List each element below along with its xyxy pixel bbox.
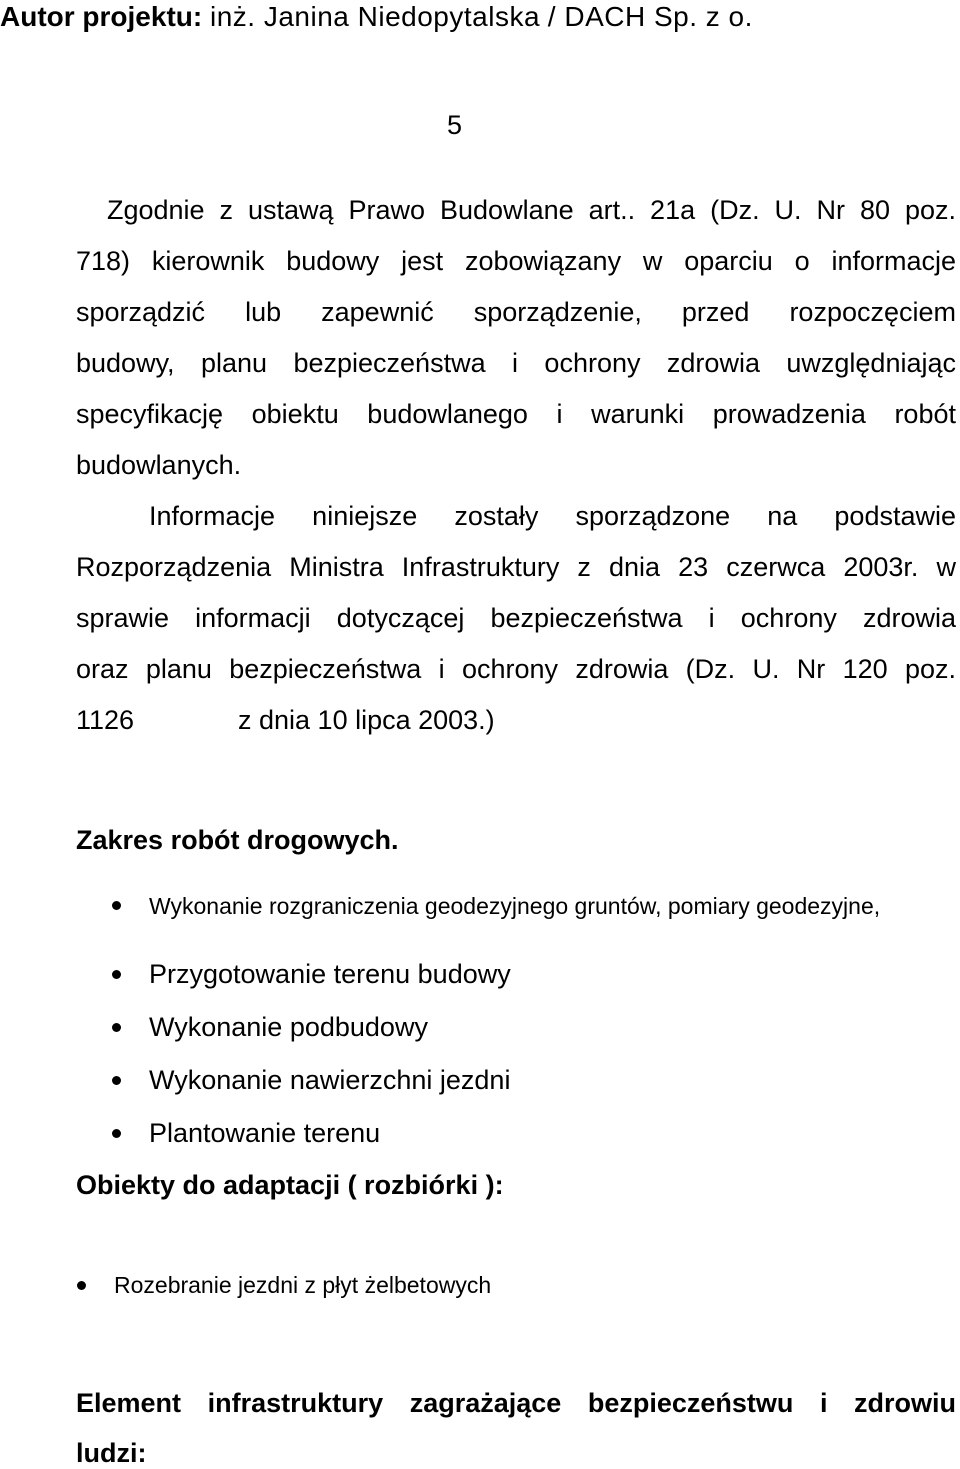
- bullet-icon: [112, 1129, 121, 1138]
- road-works-item-2: Przygotowanie terenu budowy: [149, 959, 511, 989]
- road-works-item-3: Wykonanie podbudowy: [149, 1012, 428, 1042]
- demolition-item-1: Rozebranie jezdni z płyt żelbetowych: [114, 1272, 492, 1298]
- page-number: 5: [447, 110, 463, 140]
- info-line-1: Informacje niniejsze zostały sporządzone na podstawie: [149, 501, 956, 531]
- info-line-3: sprawie informacji dotyczącej bezpieczeństwa i ochrony zdrowia: [76, 603, 956, 633]
- header-author: inż. Janina Niedopytalska: [210, 1, 541, 32]
- road-works-item-5: Plantowanie terenu: [149, 1118, 381, 1148]
- header-label: Autor projektu:: [0, 1, 203, 32]
- road-works-item-4: Wykonanie nawierzchni jezdni: [149, 1065, 511, 1095]
- header-company: / DACH Sp. z o.: [547, 1, 753, 32]
- info-line-6: z dnia 10 lipca 2003.): [238, 705, 495, 735]
- road-works-heading: Zakres robót drogowych.: [76, 825, 399, 855]
- page-header: [0, 0, 753, 34]
- intro-line-2: 718) kierownik budowy jest zobowiązany w oparciu o informacje: [76, 246, 956, 276]
- hazards-heading-line-1: Element infrastruktury zagrażające bezpieczeństwu i zdrowiu: [76, 1388, 956, 1418]
- bullet-icon: [77, 1281, 86, 1290]
- bullet-icon: [112, 1076, 121, 1085]
- intro-line-1: Zgodnie z ustawą Prawo Budowlane art.. 21a (Dz. U. Nr 80 poz.: [107, 195, 956, 225]
- demolition-heading: Obiekty do adaptacji ( rozbiórki ):: [76, 1170, 504, 1200]
- intro-line-5: specyfikację obiektu budowlanego i warunki prowadzenia robót: [76, 399, 956, 429]
- bullet-icon: [112, 970, 121, 979]
- bullet-icon: [112, 901, 121, 910]
- road-works-item-1: Wykonanie rozgraniczenia geodezyjnego gruntów, pomiary geodezyjne,: [149, 893, 881, 919]
- info-line-5: 1126: [76, 705, 135, 735]
- hazards-heading-line-2: ludzi:: [76, 1438, 147, 1468]
- intro-line-6: budowlanych.: [76, 450, 242, 480]
- intro-line-4: budowy, planu bezpieczeństwa i ochrony zdrowia uwzględniając: [76, 348, 956, 378]
- info-line-4: oraz planu bezpieczeństwa i ochrony zdrowia (Dz. U. Nr 120 poz.: [76, 654, 956, 684]
- intro-line-3: sporządzić lub zapewnić sporządzenie, przed rozpoczęciem: [76, 297, 956, 327]
- info-line-2: Rozporządzenia Ministra Infrastruktury z dnia 23 czerwca 2003r. w: [76, 552, 956, 582]
- bullet-icon: [112, 1023, 121, 1032]
